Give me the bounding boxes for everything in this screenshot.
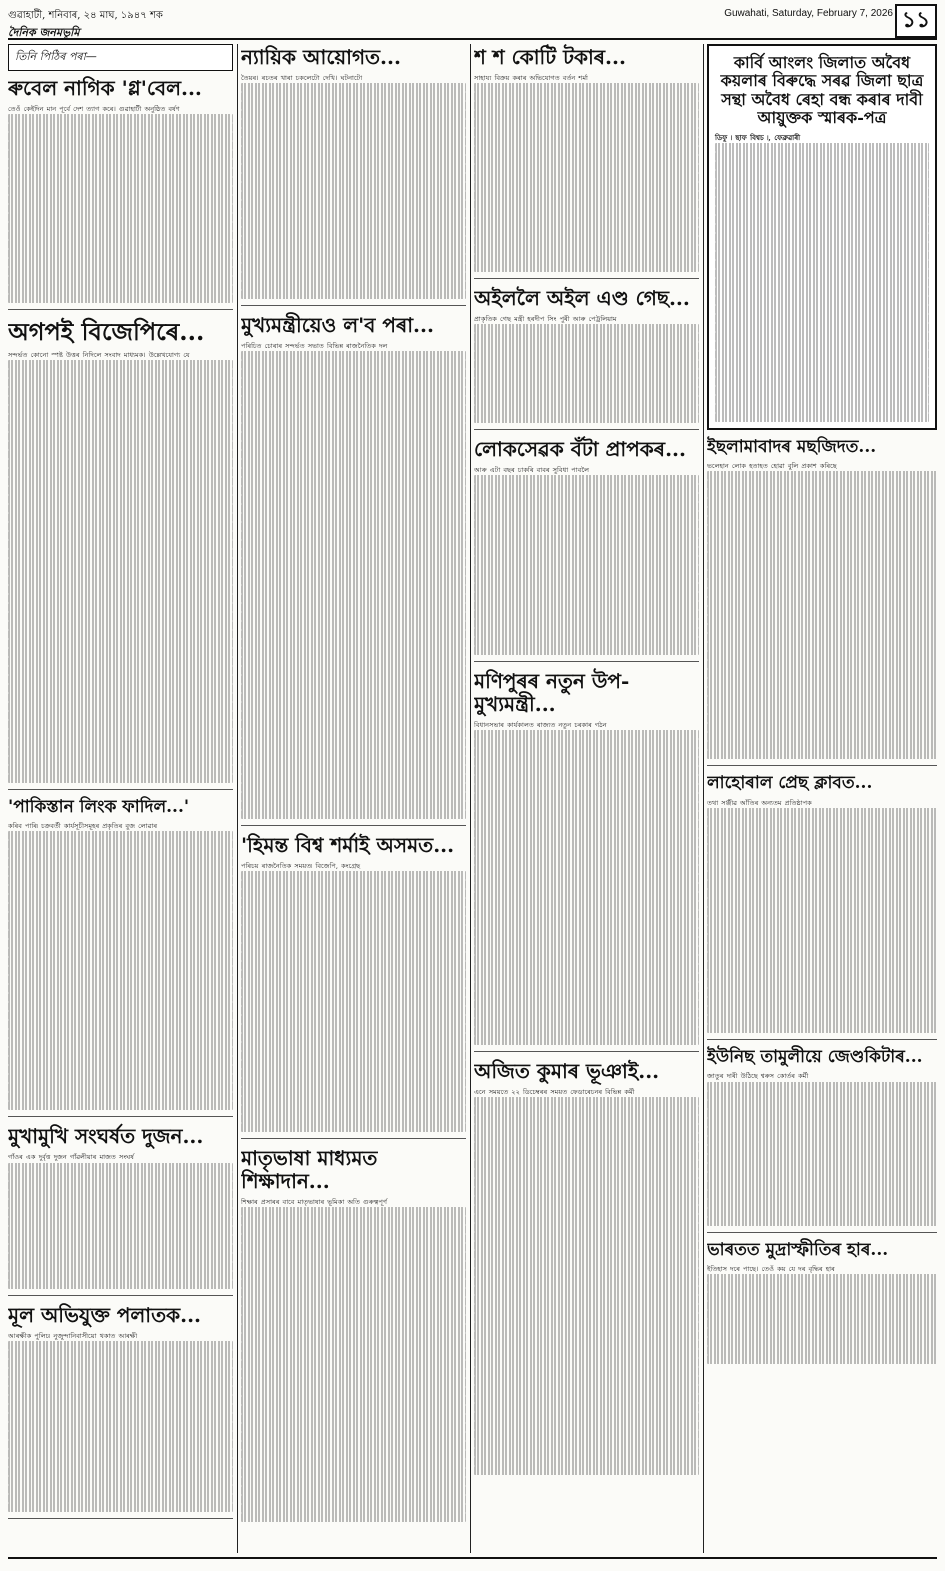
headline: লাহোৰাল প্ৰেছ ক্লাবত... bbox=[707, 773, 873, 794]
column-2 bbox=[241, 44, 466, 1553]
article-body bbox=[474, 315, 699, 423]
headline: ন্যায়িক আয়োগত... bbox=[241, 45, 401, 69]
article-body bbox=[715, 133, 929, 422]
article-lead: তৈয়ৰ। ৰচতৰ খাৰা চকলেটো দেখি। ঘটনাটো bbox=[241, 74, 363, 82]
page-number: ১১ bbox=[895, 4, 937, 38]
column-divider bbox=[237, 44, 238, 1553]
headline: ইছলামাবাদৰ মছজিদত... bbox=[707, 436, 877, 457]
headline: কাৰ্বি আংলং জিলাত অবৈধ কয়লাৰ বিৰুদ্ধে সৰৱ জিলা ছাত্ৰ সন্থা অবৈধ ৰেহা বন্ধ কৰাৰ দাবী আয়ুক্তক স্মাৰক-পত্ৰ bbox=[720, 53, 924, 128]
headline: মুখ্যমন্ত্ৰীয়েও ল'ব পৰা... bbox=[241, 313, 434, 338]
article-body bbox=[707, 1072, 937, 1225]
article-lead: আৰু এটা বছৰ চাকৰি বাবৰ সুবিধা পাবলৈ bbox=[474, 466, 590, 475]
article-body bbox=[8, 1153, 233, 1288]
story bbox=[707, 1048, 937, 1233]
headline: ভাৰতত মুদ্ৰাস্ফীতিৰ হাৰ... bbox=[707, 1239, 889, 1260]
article-lead: জাতুৰ দাৰী উঠিছে শ্বৰুস কোৰ্তৰ কৰ্মী bbox=[707, 1072, 809, 1081]
headline: মূল অভিযুক্ত পলাতক... bbox=[8, 1302, 201, 1327]
headline: অগপই বিজেপিৰে... bbox=[8, 317, 205, 347]
story bbox=[474, 287, 699, 430]
article-body bbox=[8, 105, 233, 303]
bottom-rule bbox=[8, 1557, 937, 1559]
headline: মাতৃভাষা মাধ্যমত শিক্ষাদান... bbox=[241, 1146, 378, 1194]
article-lead: বিধানসভাৰ কাৰ্যকালত ৰাজ্যত নতুন চৰকাৰ গঠন bbox=[474, 721, 607, 730]
headline: শ শ কোটি টকাৰ... bbox=[474, 45, 626, 69]
headline: ইউনিছ তামুলীয়ে জেণ্ডকিটাৰ... bbox=[707, 1046, 923, 1067]
masthead: দৈনিক জনমভূমি bbox=[8, 26, 80, 39]
article-lead: ইতিহাস দৰে পাছে। তেওঁ কয় যে দৰ বৃদ্ধিৰ হাৰ bbox=[707, 1265, 835, 1274]
story bbox=[8, 1304, 233, 1519]
story bbox=[241, 1147, 466, 1528]
article-lead: এনে সময়তে ২২ ডিচেম্বৰৰ সময়ত ফেডাৰেচনৰ বিভিন্ন কৰ্মী bbox=[474, 1088, 635, 1097]
article-body bbox=[707, 1265, 937, 1364]
article-lead: ভলেহান লোক হতাহত হোৱা বুলি প্ৰকাশ কৰিছে bbox=[707, 462, 837, 471]
boxed-story bbox=[707, 44, 937, 430]
article-body bbox=[8, 822, 233, 1110]
story bbox=[8, 798, 233, 1118]
article-lead: কৰিব পাৰি৷ চক্ৰবৰ্তী কাৰ্যসূচীসমূহৰ প্ৰকৃতিৰ বুজ লোৱাৰ bbox=[8, 822, 158, 831]
story bbox=[241, 834, 466, 1139]
story bbox=[8, 1125, 233, 1295]
article-body bbox=[241, 342, 466, 819]
story bbox=[241, 314, 466, 826]
story bbox=[474, 1060, 699, 1481]
page-header bbox=[8, 6, 937, 40]
article-body bbox=[707, 462, 937, 759]
article-lead: প্ৰাকৃতিক গেছ মন্ত্ৰী হৰদীপ সিং পুৰী আৰু পেট্ৰলিয়াম bbox=[474, 315, 617, 324]
article-lead: সন্দৰ্ভত কোনো স্পষ্ট উত্তৰ নিদিলে সংবাদ মাধ্যমক। উল্লেখযোগ্য যে bbox=[8, 350, 190, 359]
column-3 bbox=[474, 44, 699, 1553]
story bbox=[707, 774, 937, 1040]
header-date-english: Guwahati, Saturday, February 7, 2026 bbox=[724, 8, 893, 19]
article-body bbox=[241, 74, 466, 299]
section-tag: তিনি পিঠিৰ পৰা— bbox=[8, 44, 233, 71]
story bbox=[474, 46, 699, 279]
article-lead: পৰিচয় ৰাজনৈতিক সময়ত৷ বিজেপি, কংগ্ৰেছ bbox=[241, 862, 361, 871]
article-lead: আৰক্ষীক পুলিচ৷ নুজুন্দানিবাসীয়ো থকাত আৰক্ষী bbox=[8, 1331, 138, 1340]
headline: মুখামুখি সংঘৰ্ষত দুজন... bbox=[8, 1124, 204, 1149]
article-lead: তেওঁ কেইদিন মান পূৰ্বে দেশ ত্যাগ কৰে। গুৱাহাটী অনুষ্ঠিত বৰ্ষণ bbox=[8, 105, 180, 113]
story bbox=[8, 77, 233, 310]
headline: 'হিমন্ত বিশ্ব শৰ্মাই অসমত... bbox=[241, 833, 455, 858]
article-lead: শিক্ষাৰ প্ৰসাৰৰ বাবে মাতৃভাষাৰ ভূমিকা অতি গুৰুত্বপূৰ্ণ bbox=[241, 1198, 387, 1207]
article-body bbox=[474, 74, 699, 272]
column-divider bbox=[703, 44, 704, 1553]
dateline: ডিফু ৷ ছাফ বিশ্বচ ৷, ফেব্ৰুৱাৰী bbox=[715, 132, 801, 142]
story bbox=[8, 318, 233, 790]
article-lead: তথা সঞ্জীৱ আঁতিৰ অন্যতম প্ৰতিষ্ঠাপক bbox=[707, 798, 812, 807]
headline: মণিপুৰৰ নতুন উপ-মুখ্যমন্ত্ৰী... bbox=[474, 669, 630, 717]
headline: অইললৈ অইল এণ্ড গেছ... bbox=[474, 286, 690, 311]
headline: ৰুবেল নাগিক 'গ্ল'বেল... bbox=[8, 76, 202, 100]
article-lead: সাহায্য বিক্ৰয় কৰাৰ অভিযোগত বৰ্তন শৰ্মা bbox=[474, 74, 588, 82]
article-lead: পৰিচিত চোৰাৰ সন্দৰ্ভত সভাত বিভিন্ন ৰাজনৈতিক দল bbox=[241, 342, 388, 351]
story bbox=[707, 438, 937, 767]
story bbox=[474, 670, 699, 1052]
article-body bbox=[241, 1198, 466, 1522]
story bbox=[241, 46, 466, 306]
article-lead: গাঁওৰ এক দুৰ্বৃত্ত দুজন গাঁৱলীয়াৰ মাজত সংঘৰ্ষ bbox=[8, 1153, 134, 1162]
article-body bbox=[8, 1332, 233, 1512]
header-date-assamese: গুৱাহাটী, শনিবাৰ, ২৪ মাঘ, ১৯৪৭ শক bbox=[8, 10, 163, 21]
column-1 bbox=[8, 44, 233, 1553]
article-body bbox=[8, 351, 233, 783]
story bbox=[474, 438, 699, 662]
article-body bbox=[474, 466, 699, 655]
article-body bbox=[474, 721, 699, 1045]
headline: 'পাকিস্তান লিংক ফাদিল...' bbox=[8, 796, 190, 817]
article-body bbox=[707, 799, 937, 1033]
story bbox=[707, 1241, 937, 1371]
column-4 bbox=[707, 44, 937, 1553]
article-body bbox=[241, 862, 466, 1132]
headline: অজিত কুমাৰ ভূঞাই... bbox=[474, 1059, 660, 1084]
headline: লোকসেৱক বঁটা প্ৰাপকৰ... bbox=[474, 437, 686, 462]
column-divider bbox=[470, 44, 471, 1553]
article-body bbox=[474, 1088, 699, 1475]
